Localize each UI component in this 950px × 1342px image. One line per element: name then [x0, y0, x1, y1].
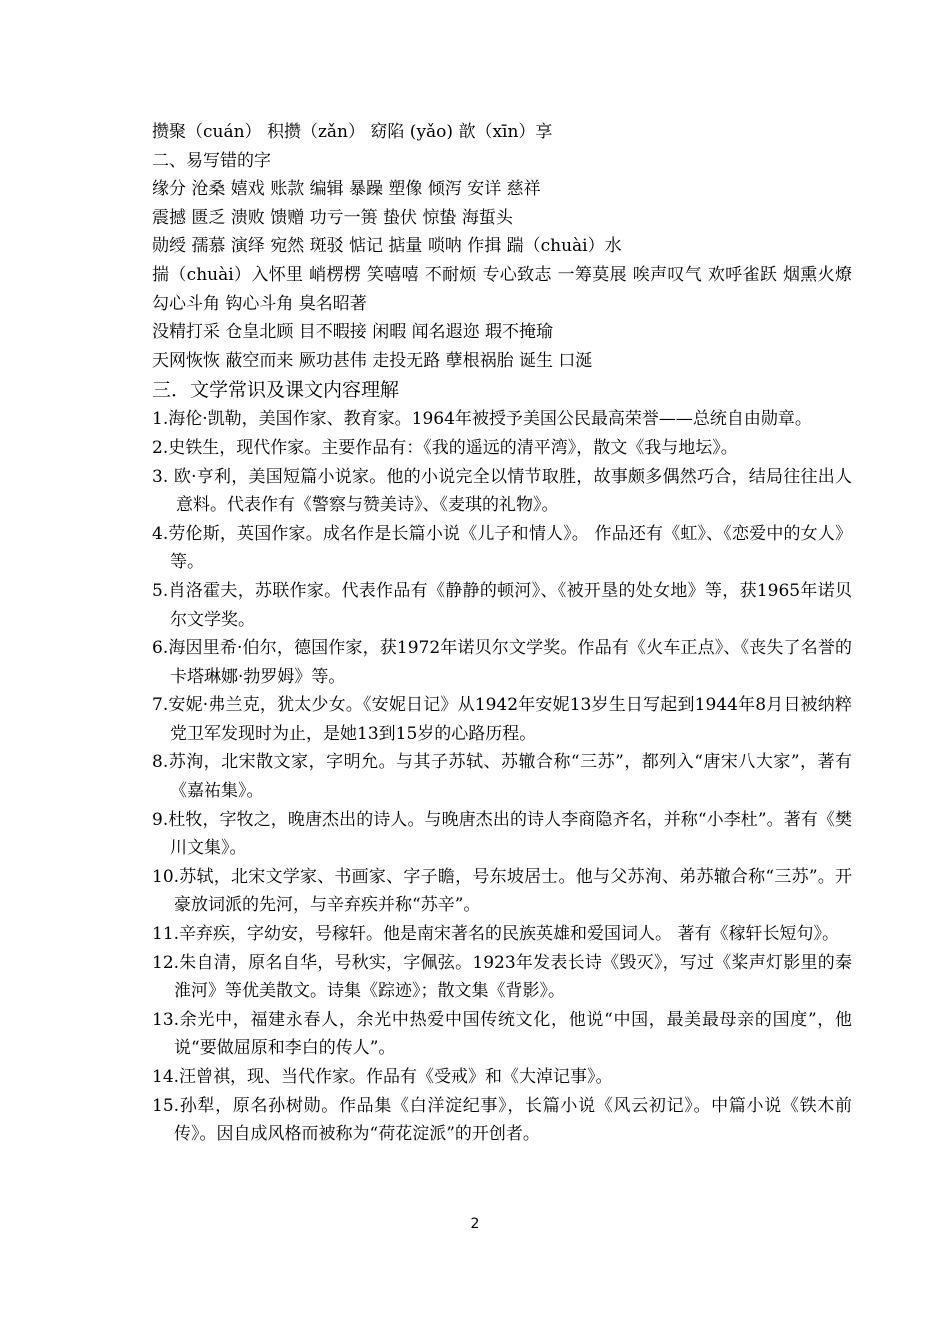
- page-number: 2: [470, 1216, 480, 1232]
- word-line: 勋绶 孺慕 演绎 宛然 斑驳 惦记 掂量 唢呐 作揖 踹（chuài）水: [152, 236, 622, 257]
- list-item: 8.苏洵，北宋散文家，字明允。与其子苏轼、苏辙合称“三苏”，都列入“唐宋八大家”，著有《嘉祐集》。: [152, 752, 852, 802]
- list-item: 12.朱自清，原名自华，号秋实，字佩弦。1923年发表长诗《毁灭》，写过《桨声灯影里的秦淮河》等优美散文。诗集《踪迹》；散文集《背影》。: [152, 952, 852, 1002]
- list-item: 13.余光中，福建永春人，余光中热爱中国传统文化，他说“中国，最美最母亲的国度”，他说“要做屈原和李白的传人”。: [152, 1009, 852, 1059]
- list-item: 15.孙犁，原名孙树勋。作品集《白洋淀纪事》，长篇小说《风云初记》。中篇小说《铁木前传》。因自成风格而被称为“荷花淀派”的开创者。: [152, 1095, 852, 1145]
- list-item: 5.肖洛霍夫，苏联作家。代表作品有《静静的顿河》、《被开垦的处女地》等，获1965年诺贝尔文学奖。: [152, 580, 852, 630]
- word-line: 天网恢恢 蔽空而来 厥功甚伟 走投无路 孽根祸胎 诞生 口涎: [152, 350, 593, 371]
- list-item: 14.汪曾祺，现、当代作家。作品有《受戒》和《大淖记事》。: [152, 1067, 613, 1087]
- list-item: 6.海因里希·伯尔，德国作家，获1972年诺贝尔文学奖。作品有《火车正点》、《丧失了名誉的卡塔琳娜·勃罗姆》等。: [152, 638, 852, 687]
- list-item: 1.海伦·凯勒，美国作家、教育家。1964年被授予美国公民最高荣誉——总统自由勋章。: [152, 409, 812, 430]
- list-item: 11.辛弃疾，字幼安，号稼轩。他是南宋著名的民族英雄和爱国词人。 著有《稼轩长短句》。: [152, 924, 839, 945]
- list-item: 4.劳伦斯，英国作家。成名作是长篇小说《儿子和情人》。 作品还有《虹》、《恋爱中的女人》等。: [152, 523, 852, 573]
- list-item: 3. 欧·亨利，美国短篇小说家。他的小说完全以情节取胜，故事颇多偶然巧合，结局往往出人意料。代表作有《警察与赞美诗》、《麦琪的礼物》。: [152, 466, 852, 516]
- section-heading-miswritten: 二、易写错的字: [152, 150, 271, 171]
- word-line: 缘分 沧桑 嬉戏 账款 编辑 暴躁 塑像 倾泻 安详 慈祥: [152, 179, 541, 200]
- page-content: [152, 118, 852, 1149]
- list-item: 10.苏轼，北宋文学家、书画家、字子瞻，号东坡居士。他与父苏洵、弟苏辙合称“三苏”。开豪放词派的先河，与辛弃疾并称“苏辛”。: [152, 866, 852, 916]
- word-line: 揣（chuài）入怀里 峭楞楞 笑嘻嘻 不耐烦 专心致志 一筹莫展 唉声叹气 欢呼雀跃 烟熏火燎 勾心斗角 钩心斗角 臭名昭著: [152, 264, 852, 314]
- list-item: 9.杜牧，字牧之，晚唐杰出的诗人。与晚唐杰出的诗人李商隐齐名，并称“小李杜”。著有《樊川文集》。: [152, 809, 852, 859]
- section-heading-literature: 三．文学常识及课文内容理解: [152, 379, 400, 402]
- pinyin-line: 攒聚（cuán） 积攒（zǎn） 窈陷 (yǎo) 歆（xīn）享: [152, 122, 553, 142]
- word-line: 震撼 匮乏 溃败 馈赠 功亏一篑 蛰伏 惊蛰 海蜇头: [152, 207, 513, 228]
- list-item: 7.安妮·弗兰克，犹太少女。《安妮日记》从1942年安妮13岁生日写起到1944年8月日被纳粹党卫军发现时为止，是她13到15岁的心路历程。: [152, 695, 852, 744]
- list-item: 2.史铁生，现代作家。主要作品有：《我的遥远的清平湾》，散文《我与地坛》。: [152, 437, 738, 458]
- word-line: 没精打采 仓皇北顾 目不暇接 闲暇 闻名遐迩 瑕不掩瑜: [152, 322, 554, 343]
